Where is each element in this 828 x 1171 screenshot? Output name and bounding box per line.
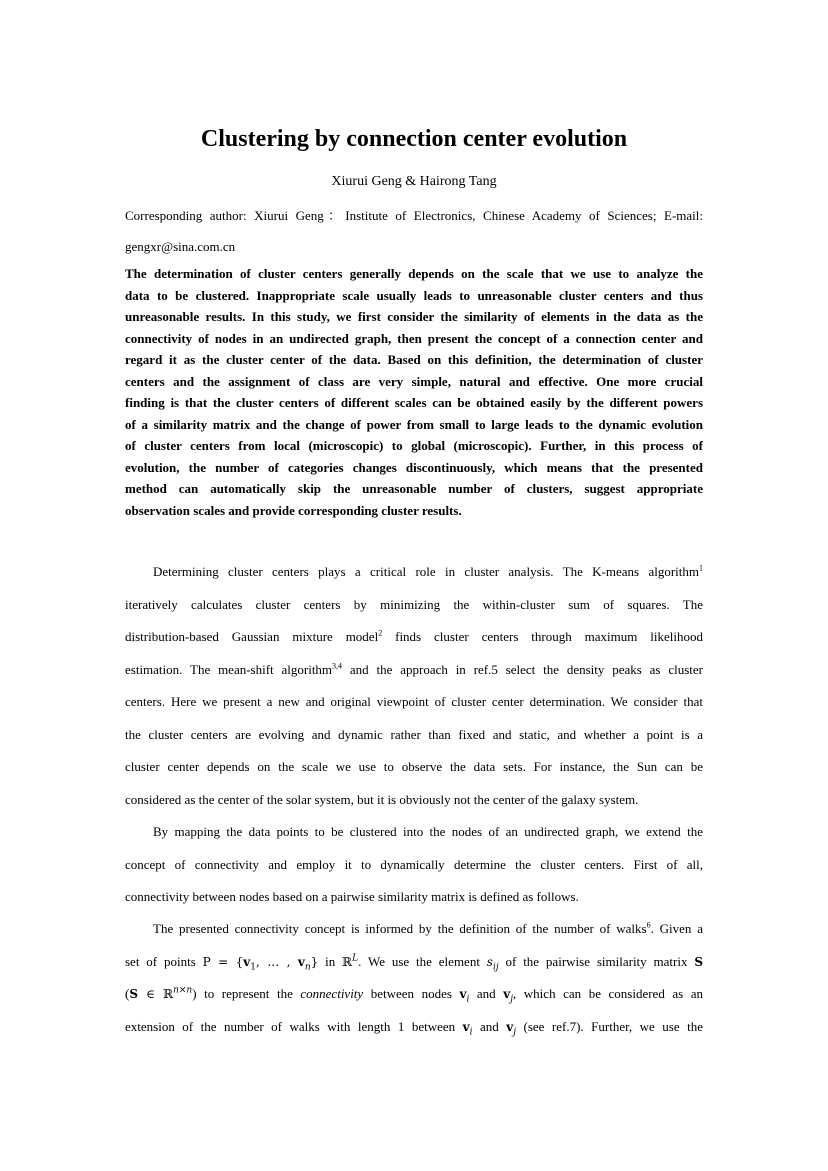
body-line: extension of the number of walks with length 1 between $v_i$ and $v_j$ (see ref.7). Further, we use the — [125, 1018, 703, 1038]
body-line: set of points $P = \{v_1$, … , $v_n$} in ℝ$^L$. We use the element $s_{ij}$ of the pairwise similarity matrix S — [125, 953, 703, 973]
abstract-line: method can automatically skip the unreasonable number of clusters, suggest appropriate — [125, 481, 703, 496]
body-line: connectivity between nodes based on a pairwise similarity matrix is defined as follows. — [125, 889, 579, 904]
body-line: By mapping the data points to be clustered into the nodes of an undirected graph, we extend the — [153, 824, 703, 839]
paper-title: Clustering by connection center evolution — [200, 126, 628, 152]
citation: 6 — [646, 920, 651, 930]
body-line: estimation. The mean-shift algorithm$^{3,4}$ and the approach in ref.5 select the density peaks as cluster — [125, 661, 703, 677]
abstract-line: of a similarity matrix and the change of power from small to large leads to the dynamic evolution — [125, 416, 703, 432]
body-line: the cluster centers are evolving and dynamic rather than fixed and static, and whether a point is a — [125, 726, 703, 742]
body-line: distribution-based Gaussian mixture model$^2$ finds cluster centers through maximum likelihood — [125, 628, 703, 644]
abstract-line: observation scales and provide corresponding cluster results. — [125, 502, 462, 518]
body-line: considered as the center of the solar system, but it is obviously not the center of the galaxy system. — [125, 791, 639, 807]
body-line: (S ∈ ℝ$^{n\times n}$) to represent the connectivity between nodes $v_i$ and $v_j$, which can be considered as an — [125, 985, 703, 1005]
body-line: The presented connectivity concept is informed by the definition of the number of walks$^6$. Given a — [153, 920, 704, 936]
body-line: Determining cluster centers plays a critical role in cluster analysis. The K-means algorithm$^1$ — [153, 563, 703, 579]
body-line: concept of connectivity and employ it to dynamically determine the cluster centers. First of all, — [125, 856, 703, 872]
abstract-line: unreasonable results. In this study, we first consider the similarity of elements in the data as the — [125, 309, 703, 324]
abstract-line: data to be clustered. Inappropriate scale usually leads to unreasonable cluster centers and thus — [125, 287, 703, 303]
citation: 2 — [378, 628, 383, 638]
abstract-line: of cluster centers from local (microscopic) to global (microscopic). Further, in this process of — [125, 438, 703, 453]
corresponding-email: gengxr@sina.com.cn — [125, 239, 236, 254]
body-line: centers. Here we present a new and original viewpoint of cluster center determination. We consider that — [125, 694, 703, 709]
corresponding-author-line: Corresponding author: Xiurui Geng：Institute of Electronics, Chinese Academy of Sciences; E-mail: — [125, 208, 703, 223]
abstract-line: finding is that the cluster centers of different scales can be obtained easily by the different powers — [125, 395, 703, 410]
paper-authors: Xiurui Geng & Hairong Tang — [331, 174, 497, 189]
abstract-line: centers and the assignment of class are very simple, natural and effective. One more crucial — [125, 373, 703, 389]
body-line: iteratively calculates cluster centers by minimizing the within-cluster sum of squares. The — [125, 596, 703, 612]
citation: 1 — [699, 563, 703, 573]
abstract-line: The determination of cluster centers generally depends on the scale that we use to analyze the — [125, 266, 703, 281]
abstract-line: regard it as the cluster center of the data. Based on this definition, the determination of cluster — [125, 352, 703, 367]
abstract-line: evolution, the number of categories changes discontinuously, which means that the presented — [125, 459, 703, 475]
citation: 3,4 — [332, 661, 343, 671]
abstract-line: connectivity of nodes in an undirected graph, then present the concept of a connection center and — [125, 330, 703, 346]
body-line: cluster center depends on the scale we use to observe the data sets. For instance, the Sun can be — [125, 759, 703, 774]
